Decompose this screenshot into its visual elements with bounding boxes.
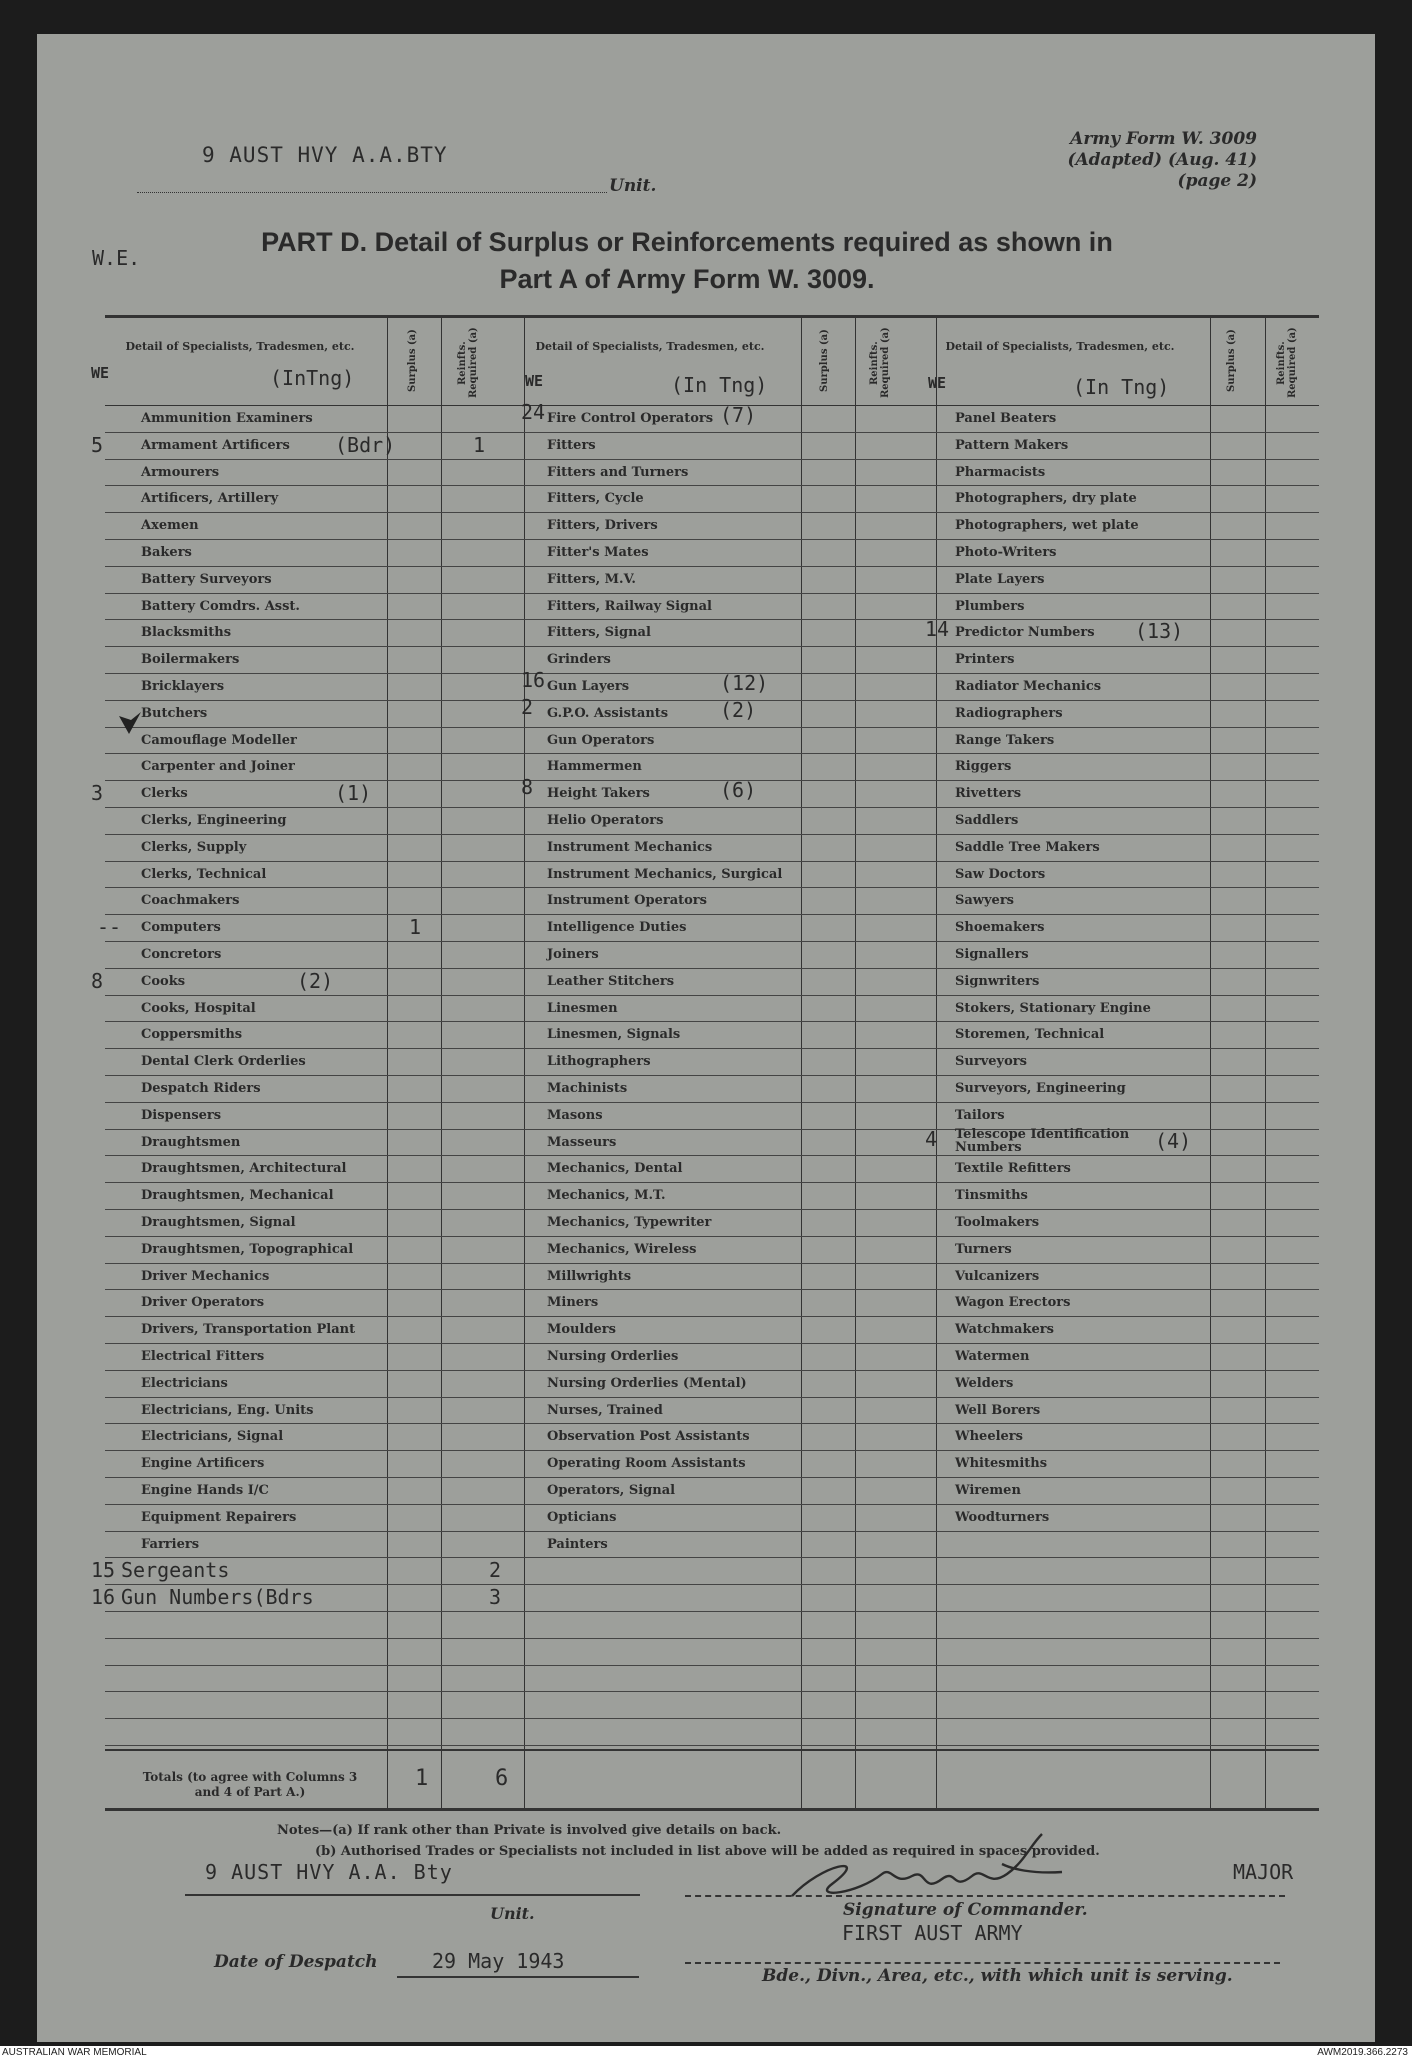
list-item: Blacksmiths (141, 625, 232, 641)
reinfts-header-3: Reinfts. Required (a) (1276, 327, 1298, 399)
totals-reinf: 6 (495, 1766, 509, 1791)
signature-line (685, 1895, 1285, 1897)
header-unit-value: 9 AUST HVY A.A.BTY (202, 143, 448, 167)
army-form-ref (1022, 129, 1257, 192)
despatch-line (397, 1976, 639, 1978)
list-item: Wiremen (955, 1483, 1021, 1498)
formation-value: FIRST AUST ARMY (842, 1921, 1023, 1945)
row-rule (105, 700, 1319, 701)
row-rule (105, 753, 1319, 754)
list-item: Gun Numbers(Bdrs (121, 1585, 314, 1610)
row-rule (105, 807, 1319, 808)
list-item: Radiographers (955, 705, 1063, 721)
detail-header-2: Detail of Specialists, Tradesmen, etc. (535, 340, 765, 353)
list-item: Grinders (547, 652, 611, 668)
row-rule (105, 1316, 1319, 1317)
list-item: Battery Comdrs. Asst. (141, 598, 300, 614)
list-item: Surveyors, Engineering (955, 1081, 1126, 1096)
row-rule (105, 1691, 1319, 1692)
detail-header-3: Detail of Specialists, Tradesmen, etc. (945, 340, 1175, 353)
list-item: Lithographers (547, 1054, 651, 1070)
list-item: Tailors (955, 1107, 1005, 1123)
list-item: Operators, Signal (547, 1483, 676, 1498)
list-item: Masseurs (547, 1134, 617, 1150)
list-item: Electricians (141, 1375, 228, 1391)
list-item: Masons (547, 1107, 603, 1123)
column-rule (855, 318, 856, 1810)
row-rule (105, 1209, 1319, 1210)
row-rule (105, 1236, 1319, 1237)
list-item: Computers (141, 920, 221, 936)
column-rule (1265, 318, 1266, 1810)
row-rule (105, 914, 1319, 915)
row-rule (105, 673, 1319, 674)
row-rule (105, 566, 1319, 567)
list-item: Electricians, Eng. Units (141, 1402, 314, 1418)
specialists-table (91, 315, 1319, 1810)
row-rule (105, 1021, 1319, 1022)
list-item: Artificers, Artillery (141, 491, 279, 507)
list-item: Drivers, Transportation Plant (141, 1322, 356, 1338)
reinf-value: 2 (489, 1558, 502, 1583)
totals-label (140, 1770, 360, 1800)
list-item: Fitters, Cycle (547, 491, 644, 507)
list-item: Toolmakers (955, 1215, 1040, 1230)
in-training-number: (13) (1135, 619, 1184, 644)
list-item: Machinists (547, 1081, 628, 1096)
list-item: Fitters and Turners (547, 464, 689, 480)
we-number: 15 (91, 1558, 116, 1583)
reinf-value: 1 (473, 432, 486, 457)
footer-unit-value: 9 AUST HVY A.A. Bty (205, 1860, 453, 1884)
list-item: Tinsmiths (955, 1188, 1028, 1204)
row-rule (105, 941, 1319, 942)
list-item: Concretors (141, 947, 222, 962)
row-rule (105, 1611, 1319, 1612)
column-rule (441, 318, 442, 1810)
formation-line (685, 1962, 1280, 1964)
list-item: Cooks (141, 973, 186, 989)
list-item: Nursing Orderlies (Mental) (547, 1375, 747, 1391)
we-col-label-2: WE (525, 372, 544, 390)
row-rule (105, 727, 1319, 728)
list-item: Predictor Numbers (955, 625, 1095, 641)
list-item: Armament Artificers (141, 437, 290, 453)
row-rule (105, 1343, 1319, 1344)
list-item: Saw Doctors (955, 866, 1046, 882)
list-item: Draughtsmen (141, 1134, 241, 1150)
we-number: 4 (925, 1126, 938, 1151)
list-item: Mechanics, M.T. (547, 1188, 666, 1204)
list-item: Watermen (955, 1349, 1030, 1364)
list-item: Bakers (141, 545, 192, 560)
list-item: Clerks, Supply (141, 839, 247, 855)
we-number: 24 (521, 400, 546, 424)
in-training-number: (1) (335, 781, 372, 806)
row-rule (105, 887, 1319, 888)
list-item: Photographers, dry plate (955, 491, 1137, 507)
list-item: Rivetters (955, 786, 1022, 802)
list-item: Fitters, M.V. (547, 571, 636, 587)
row-rule (105, 1289, 1319, 1290)
list-item: Radiator Mechanics (955, 679, 1102, 694)
footer-unit-label: Unit. (490, 1904, 535, 1923)
list-item: Woodturners (955, 1509, 1050, 1525)
list-item: Draughtsmen, Architectural (141, 1161, 347, 1177)
list-item: Mechanics, Wireless (547, 1241, 697, 1257)
list-item: Instrument Mechanics, Surgical (547, 866, 783, 882)
list-item: Opticians (547, 1509, 617, 1525)
list-item: Painters (547, 1536, 608, 1552)
surplus-header-2: Surplus (a) (819, 329, 830, 393)
list-item: Camouflage Modeller (141, 732, 297, 748)
reinf-value: 3 (489, 1585, 502, 1610)
row-rule (105, 1504, 1319, 1505)
list-item: Coppersmiths (141, 1027, 243, 1043)
row-rule (105, 539, 1319, 540)
signature-label: Signature of Commander. (843, 1900, 1088, 1920)
row-rule (105, 861, 1319, 862)
row-rule (105, 485, 1319, 486)
in-training-number: (7) (720, 403, 757, 427)
list-item: Turners (955, 1241, 1012, 1257)
list-item: Mechanics, Dental (547, 1161, 683, 1177)
despatch-date: 29 May 1943 (432, 1949, 565, 1973)
row-rule (105, 459, 1319, 460)
list-item: Vulcanizers (955, 1268, 1040, 1284)
army-form-line-1: Army Form W. 3009 (1070, 129, 1257, 149)
list-item: Saddlers (955, 813, 1019, 828)
row-rule (105, 1263, 1319, 1264)
row-rule (105, 1557, 1319, 1558)
formation-label: Bde., Divn., Area, etc., with which unit is serving. (762, 1966, 1233, 1986)
list-item: Signwriters (955, 973, 1040, 989)
list-item: Clerks, Technical (141, 866, 267, 882)
title-line-2: Part A of Army Form W. 3009. (499, 264, 875, 294)
list-item: Panel Beaters (955, 411, 1057, 426)
list-item: Moulders (547, 1322, 616, 1338)
list-item: Textile Refitters (955, 1161, 1071, 1177)
list-item: Fitters, Railway Signal (547, 598, 712, 614)
in-training-number: (6) (720, 778, 757, 803)
in-training-number: (12) (720, 671, 769, 695)
in-training-number: (2) (720, 697, 757, 722)
list-item: Electrical Fitters (141, 1349, 265, 1364)
list-item: Gun Layers (547, 679, 630, 694)
list-item: Height Takers (547, 786, 650, 802)
totals-surplus: 1 (415, 1766, 429, 1791)
archive-ref: AWM2019.366.2273 (1317, 2047, 1408, 2058)
we-number: 8 (91, 968, 104, 993)
detail-header-1: Detail of Specialists, Tradesmen, etc. (125, 340, 355, 353)
list-item: Bricklayers (141, 679, 225, 694)
list-item: Mechanics, Typewriter (547, 1215, 712, 1230)
in-training-number: (Bdr) (335, 432, 396, 457)
list-item: Armourers (141, 464, 220, 480)
row-rule (105, 834, 1319, 835)
header-rule (105, 405, 1319, 406)
row-rule (105, 1450, 1319, 1451)
bottom-rule (105, 1808, 1319, 1811)
row-rule (105, 995, 1319, 996)
in-training-number: (4) (1155, 1128, 1192, 1153)
list-item: Dispensers (141, 1107, 222, 1123)
list-item: Coachmakers (141, 893, 240, 909)
row-rule (105, 1075, 1319, 1076)
we-number: 3 (91, 781, 104, 806)
list-item: Telescope Identification Numbers (955, 1126, 1130, 1155)
we-number: 14 (925, 617, 950, 642)
header-unit-label: Unit. (609, 176, 657, 196)
list-item: Electricians, Signal (141, 1429, 284, 1445)
list-item: Ammunition Examiners (141, 411, 313, 426)
we-top-label: W.E. (92, 246, 141, 270)
list-item: Clerks, Engineering (141, 813, 287, 828)
list-item: Gun Operators (547, 732, 655, 748)
list-item: Fitters (547, 437, 596, 453)
row-rule (105, 1665, 1319, 1666)
row-rule (105, 1531, 1319, 1532)
list-item: Photographers, wet plate (955, 518, 1139, 534)
row-rule (105, 780, 1319, 781)
list-item: Butchers (141, 705, 208, 721)
list-item: Nurses, Trained (547, 1402, 663, 1418)
list-item: Sergeants (121, 1558, 230, 1583)
column-rule (524, 318, 525, 1810)
list-item: Photo-Writers (955, 545, 1057, 560)
column-rule (387, 318, 388, 1810)
row-rule (105, 432, 1319, 433)
list-item: Observation Post Assistants (547, 1429, 750, 1445)
list-item: Nursing Orderlies (547, 1349, 679, 1364)
note-b: (b) Authorised Trades or Specialists not included in list above will be added as required in spaces provided. (315, 1844, 1100, 1859)
list-item: Draughtsmen, Topographical (141, 1241, 354, 1257)
list-item: Welders (955, 1375, 1014, 1391)
list-item: Range Takers (955, 732, 1055, 748)
list-item: Storemen, Technical (955, 1027, 1105, 1043)
check-mark-icon (117, 710, 143, 736)
list-item: Sawyers (955, 893, 1014, 909)
list-item: Joiners (547, 947, 599, 962)
list-item: Clerks (141, 786, 188, 802)
title-line-1: PART D. Detail of Surplus or Reinforcements required as shown in (261, 227, 1113, 257)
archive-strip (0, 2046, 1412, 2061)
row-rule (105, 1370, 1319, 1371)
list-item: Instrument Operators (547, 893, 707, 909)
row-rule (105, 512, 1319, 513)
army-form-line-2: (Adapted) (Aug. 41) (1067, 150, 1257, 170)
footer-unit-line (185, 1894, 640, 1896)
row-rule (105, 646, 1319, 647)
we-col-label-3: WE (928, 374, 947, 392)
list-item: Leather Stitchers (547, 973, 675, 989)
list-item: G.P.O. Assistants (547, 705, 669, 721)
list-item: Stokers, Stationary Engine (955, 1000, 1151, 1016)
list-item: Shoemakers (955, 920, 1045, 936)
despatch-label: Date of Despatch (214, 1952, 378, 1972)
list-item: Well Borers (955, 1402, 1041, 1418)
list-item: Farriers (141, 1536, 200, 1552)
list-item: Signallers (955, 947, 1029, 962)
list-item: Dental Clerk Orderlies (141, 1054, 306, 1070)
row-rule (105, 1048, 1319, 1049)
row-rule (105, 1423, 1319, 1424)
list-item: Riggers (955, 759, 1012, 775)
list-item: Equipment Repairers (141, 1509, 297, 1525)
list-item: Instrument Mechanics (547, 839, 713, 855)
list-item: Boilermakers (141, 652, 240, 668)
header-unit-line (137, 192, 607, 193)
army-form-line-3: (page 2) (1177, 171, 1257, 191)
reinfts-header-2: Reinfts. Required (a) (869, 327, 891, 399)
we-number: 5 (91, 432, 104, 457)
list-item: Battery Surveyors (141, 571, 272, 587)
list-item: Driver Mechanics (141, 1268, 270, 1284)
reinfts-header-1: Reinfts. Required (a) (457, 327, 479, 399)
list-item: Engine Hands I/C (141, 1483, 269, 1498)
we-number: 8 (521, 775, 534, 800)
list-item: Cooks, Hospital (141, 1000, 256, 1016)
list-item: Saddle Tree Makers (955, 839, 1100, 855)
list-item: Helio Operators (547, 813, 664, 828)
in-training-number: (2) (297, 968, 334, 993)
list-item: Plate Layers (955, 571, 1045, 587)
list-item: Engine Artificers (141, 1456, 265, 1472)
page-title (137, 224, 1237, 298)
row-rule (105, 593, 1319, 594)
list-item: Operating Room Assistants (547, 1456, 746, 1472)
list-item: Wagon Erectors (955, 1295, 1071, 1311)
row-rule (105, 1155, 1319, 1156)
row-rule (105, 1397, 1319, 1398)
list-item: Carpenter and Joiner (141, 759, 295, 775)
we-number: 16 (521, 668, 546, 692)
list-item: Linesmen (547, 1000, 618, 1016)
column-rule (1210, 318, 1211, 1810)
totals-label-text: Totals (to agree with Columns 3 and 4 of Part A.) (142, 1770, 358, 1799)
list-item: Printers (955, 652, 1015, 668)
row-rule (105, 968, 1319, 969)
row-rule (105, 1718, 1319, 1719)
row-rule (105, 1745, 1319, 1746)
list-item: Pattern Makers (955, 437, 1069, 453)
list-item: Plumbers (955, 598, 1025, 614)
in-training-note-3: (In Tng) (1073, 375, 1170, 399)
list-item: Driver Operators (141, 1295, 265, 1311)
list-item: Fitters, Drivers (547, 518, 658, 534)
list-item: Whitesmiths (955, 1456, 1048, 1472)
note-a: Notes—(a) If rank other than Private is involved give details on back. (277, 1823, 782, 1838)
row-rule (105, 1102, 1319, 1103)
list-item: Millwrights (547, 1268, 632, 1284)
list-item: Despatch Riders (141, 1081, 261, 1096)
surplus-header-3: Surplus (a) (1226, 329, 1237, 393)
surplus-header-1: Surplus (a) (407, 329, 418, 393)
row-rule (105, 1182, 1319, 1183)
list-item: Linesmen, Signals (547, 1027, 681, 1043)
in-training-note-2: (In Tng) (671, 373, 768, 397)
we-number: 16 (91, 1585, 116, 1610)
surplus-value: 1 (409, 915, 422, 940)
list-item: Surveyors (955, 1054, 1027, 1070)
list-item: Draughtsmen, Signal (141, 1215, 296, 1230)
totals-rule (105, 1749, 1319, 1751)
list-item: Watchmakers (955, 1322, 1054, 1338)
we-col-label-1: WE (91, 364, 110, 382)
list-item: Miners (547, 1295, 599, 1311)
list-item: Wheelers (955, 1429, 1023, 1445)
list-item: Draughtsmen, Mechanical (141, 1188, 334, 1204)
list-item: Fitter's Mates (547, 545, 649, 560)
list-item: Hammermen (547, 759, 642, 775)
list-item: Pharmacists (955, 464, 1046, 480)
in-training-note-1: (InTng) (270, 366, 355, 390)
we-number: 2 (521, 694, 534, 719)
column-rule (936, 318, 937, 1810)
row-rule (105, 1477, 1319, 1478)
we-number: -- (97, 915, 122, 940)
commander-rank: MAJOR (1233, 1860, 1294, 1884)
form-sheet (37, 34, 1375, 2042)
list-item: Fire Control Operators (547, 411, 714, 426)
column-rule (801, 318, 802, 1810)
list-item: Axemen (141, 518, 199, 534)
list-item: Fitters, Signal (547, 625, 651, 641)
list-item: Intelligence Duties (547, 920, 687, 936)
archive-name: AUSTRALIAN WAR MEMORIAL (2, 2047, 147, 2058)
row-rule (105, 1638, 1319, 1639)
